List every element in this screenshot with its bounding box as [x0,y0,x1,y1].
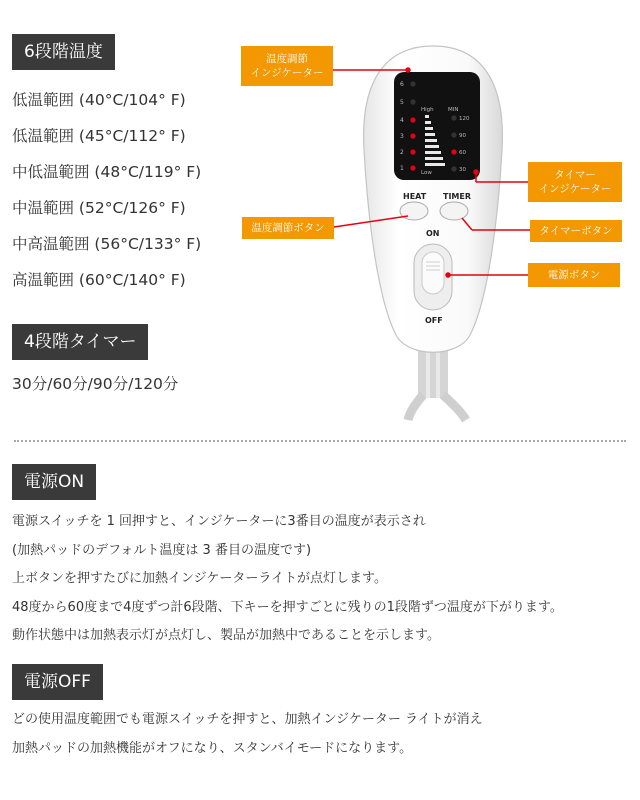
level-label-3: 3 [400,133,404,140]
section-divider [14,440,626,442]
level-label-4: 4 [400,117,404,124]
power-on-line: 上ボタンを押すたびに加熱インジケーターライトが点灯します。 [12,571,387,586]
power-off-title: 電源OFF [12,664,103,700]
temp-button-callout: 温度調節ボタン [242,217,334,239]
heat-button-label: HEAT [403,192,427,201]
timer-button-label: TIMER [443,192,472,201]
timer-indicator-callout: タイマー インジケーター [528,162,622,202]
power-on-line: (加熱パッドのデフォルト温度は 3 番目の温度です) [12,542,312,558]
temperature-item: 低温範囲 (45°C/112° F) [12,127,186,145]
temperature-item: 中高温範囲 (56°C/133° F) [12,235,202,253]
power-slider-knob [422,252,444,294]
timer-value-90: 90 [459,133,466,139]
temperature-item: 中温範囲 (52°C/126° F) [12,199,186,217]
power-button-callout: 電源ボタン [528,263,620,287]
power-on-line: 48度から60度まで4度ずつ計6段階、下キーを押すごとに残りの1段階ずつ温度が下がります。 [12,599,563,615]
high-label: High [421,107,434,113]
temperature-item: 中低温範囲 (48°C/119° F) [12,163,202,181]
level-label-1: 1 [400,165,404,172]
level-label-6: 6 [400,81,404,88]
timer-value-30: 30 [459,167,466,173]
power-on-title: 電源ON [12,464,96,500]
min-label: MIN [448,107,459,113]
level-label-5: 5 [400,99,404,106]
timer-value-120: 120 [459,116,470,122]
power-off-line: どの使用温度範囲でも電源スイッチを押すと、加熱インジケーター ライトが消え [12,712,483,727]
power-off-line: 加熱パッドの加熱機能がオフになり、スタンバイモードになります。 [12,740,413,756]
timer-button[interactable] [440,202,468,220]
power-off-text [12,706,483,763]
temp-indicator-callout: 温度調節 インジケーター [241,46,333,86]
power-on-text [12,508,563,651]
on-label: ON [426,229,440,238]
power-on-line: 電源スイッチを 1 回押すと、インジケーターに3番目の温度が表示され [12,514,426,529]
temperature-item: 低温範囲 (40°C/104° F) [12,91,186,109]
power-on-line: 動作状態中は加熱表示灯が点灯し、製品が加熱中であることを示します。 [12,628,440,643]
temperature-section-title: 6段階温度 [12,34,115,70]
timer-values-text: 30分/60分/90分/120分 [12,375,179,393]
timer-button-callout: タイマーボタン [530,220,622,242]
temperature-item: 高温範囲 (60°C/140° F) [12,271,186,289]
cord [408,348,466,420]
timer-value-60: 60 [459,150,466,156]
level-label-2: 2 [400,149,404,156]
off-label: OFF [425,316,443,325]
low-label: Low [421,170,432,176]
timer-section-title: 4段階タイマー [12,324,148,360]
